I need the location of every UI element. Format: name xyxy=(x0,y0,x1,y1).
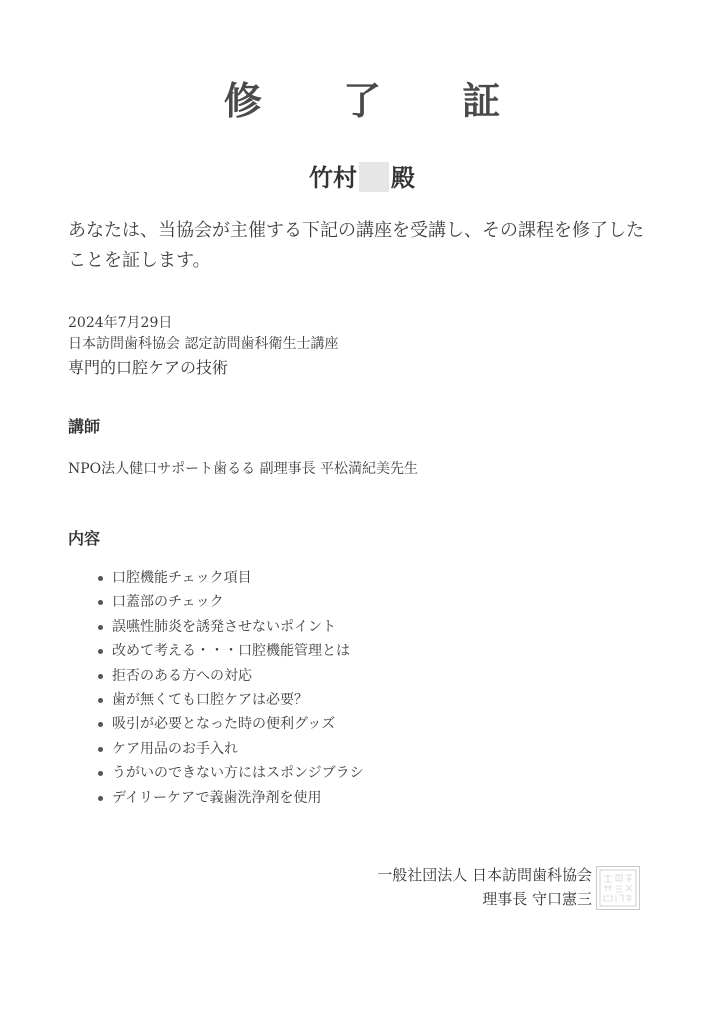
list-item: ケア用品のお手入れ xyxy=(98,737,364,761)
recipient-honorific: 殿 xyxy=(391,163,415,192)
course-title: 専門的口腔ケアの技術 xyxy=(68,358,229,377)
recipient-name xyxy=(0,158,724,193)
list-item: うがいのできない方にはスポンジブラシ xyxy=(98,761,364,785)
certification-statement: あなたは、当協会が主催する下記の講座を受講し、その課程を修了したことを証します。 xyxy=(68,220,644,271)
recipient-surname: 竹村 xyxy=(309,163,357,192)
issuer-representative: 理事長 守口憲三 xyxy=(482,890,592,908)
instructor-heading: 講師 xyxy=(68,417,101,436)
issuer-organization: 一般社団法人 日本訪問歯科協会 xyxy=(377,866,592,884)
list-item: 吸引が必要となった時の便利グッズ xyxy=(98,712,364,736)
contents-heading: 内容 xyxy=(68,529,101,548)
list-item: 誤嚥性肺炎を誘発させないポイント xyxy=(98,615,364,639)
list-item: 拒否のある方への対応 xyxy=(98,664,364,688)
list-item: 歯が無くても口腔ケアは必要？ xyxy=(98,688,364,712)
contents-list xyxy=(98,566,364,810)
list-item: 改めて考える・・・口腔機能管理とは xyxy=(98,639,364,663)
list-item: デイリーケアで義歯洗浄剤を使用 xyxy=(98,786,364,810)
course-organizer: 日本訪問歯科協会 認定訪問歯科衛生士講座 xyxy=(68,336,339,352)
certificate-title: 修 了 証 xyxy=(223,78,535,123)
list-item: 口腔機能チェック項目 xyxy=(98,566,364,590)
redacted-name-block xyxy=(359,162,389,192)
instructor-name: NPO法人健口サポート歯るる 副理事長 平松満紀美先生 xyxy=(68,461,419,477)
list-item: 口蓋部のチェック xyxy=(98,590,364,614)
seal-stamp xyxy=(596,866,640,910)
seal-icon xyxy=(597,867,639,909)
course-date: 2024年7月29日 xyxy=(68,315,173,331)
